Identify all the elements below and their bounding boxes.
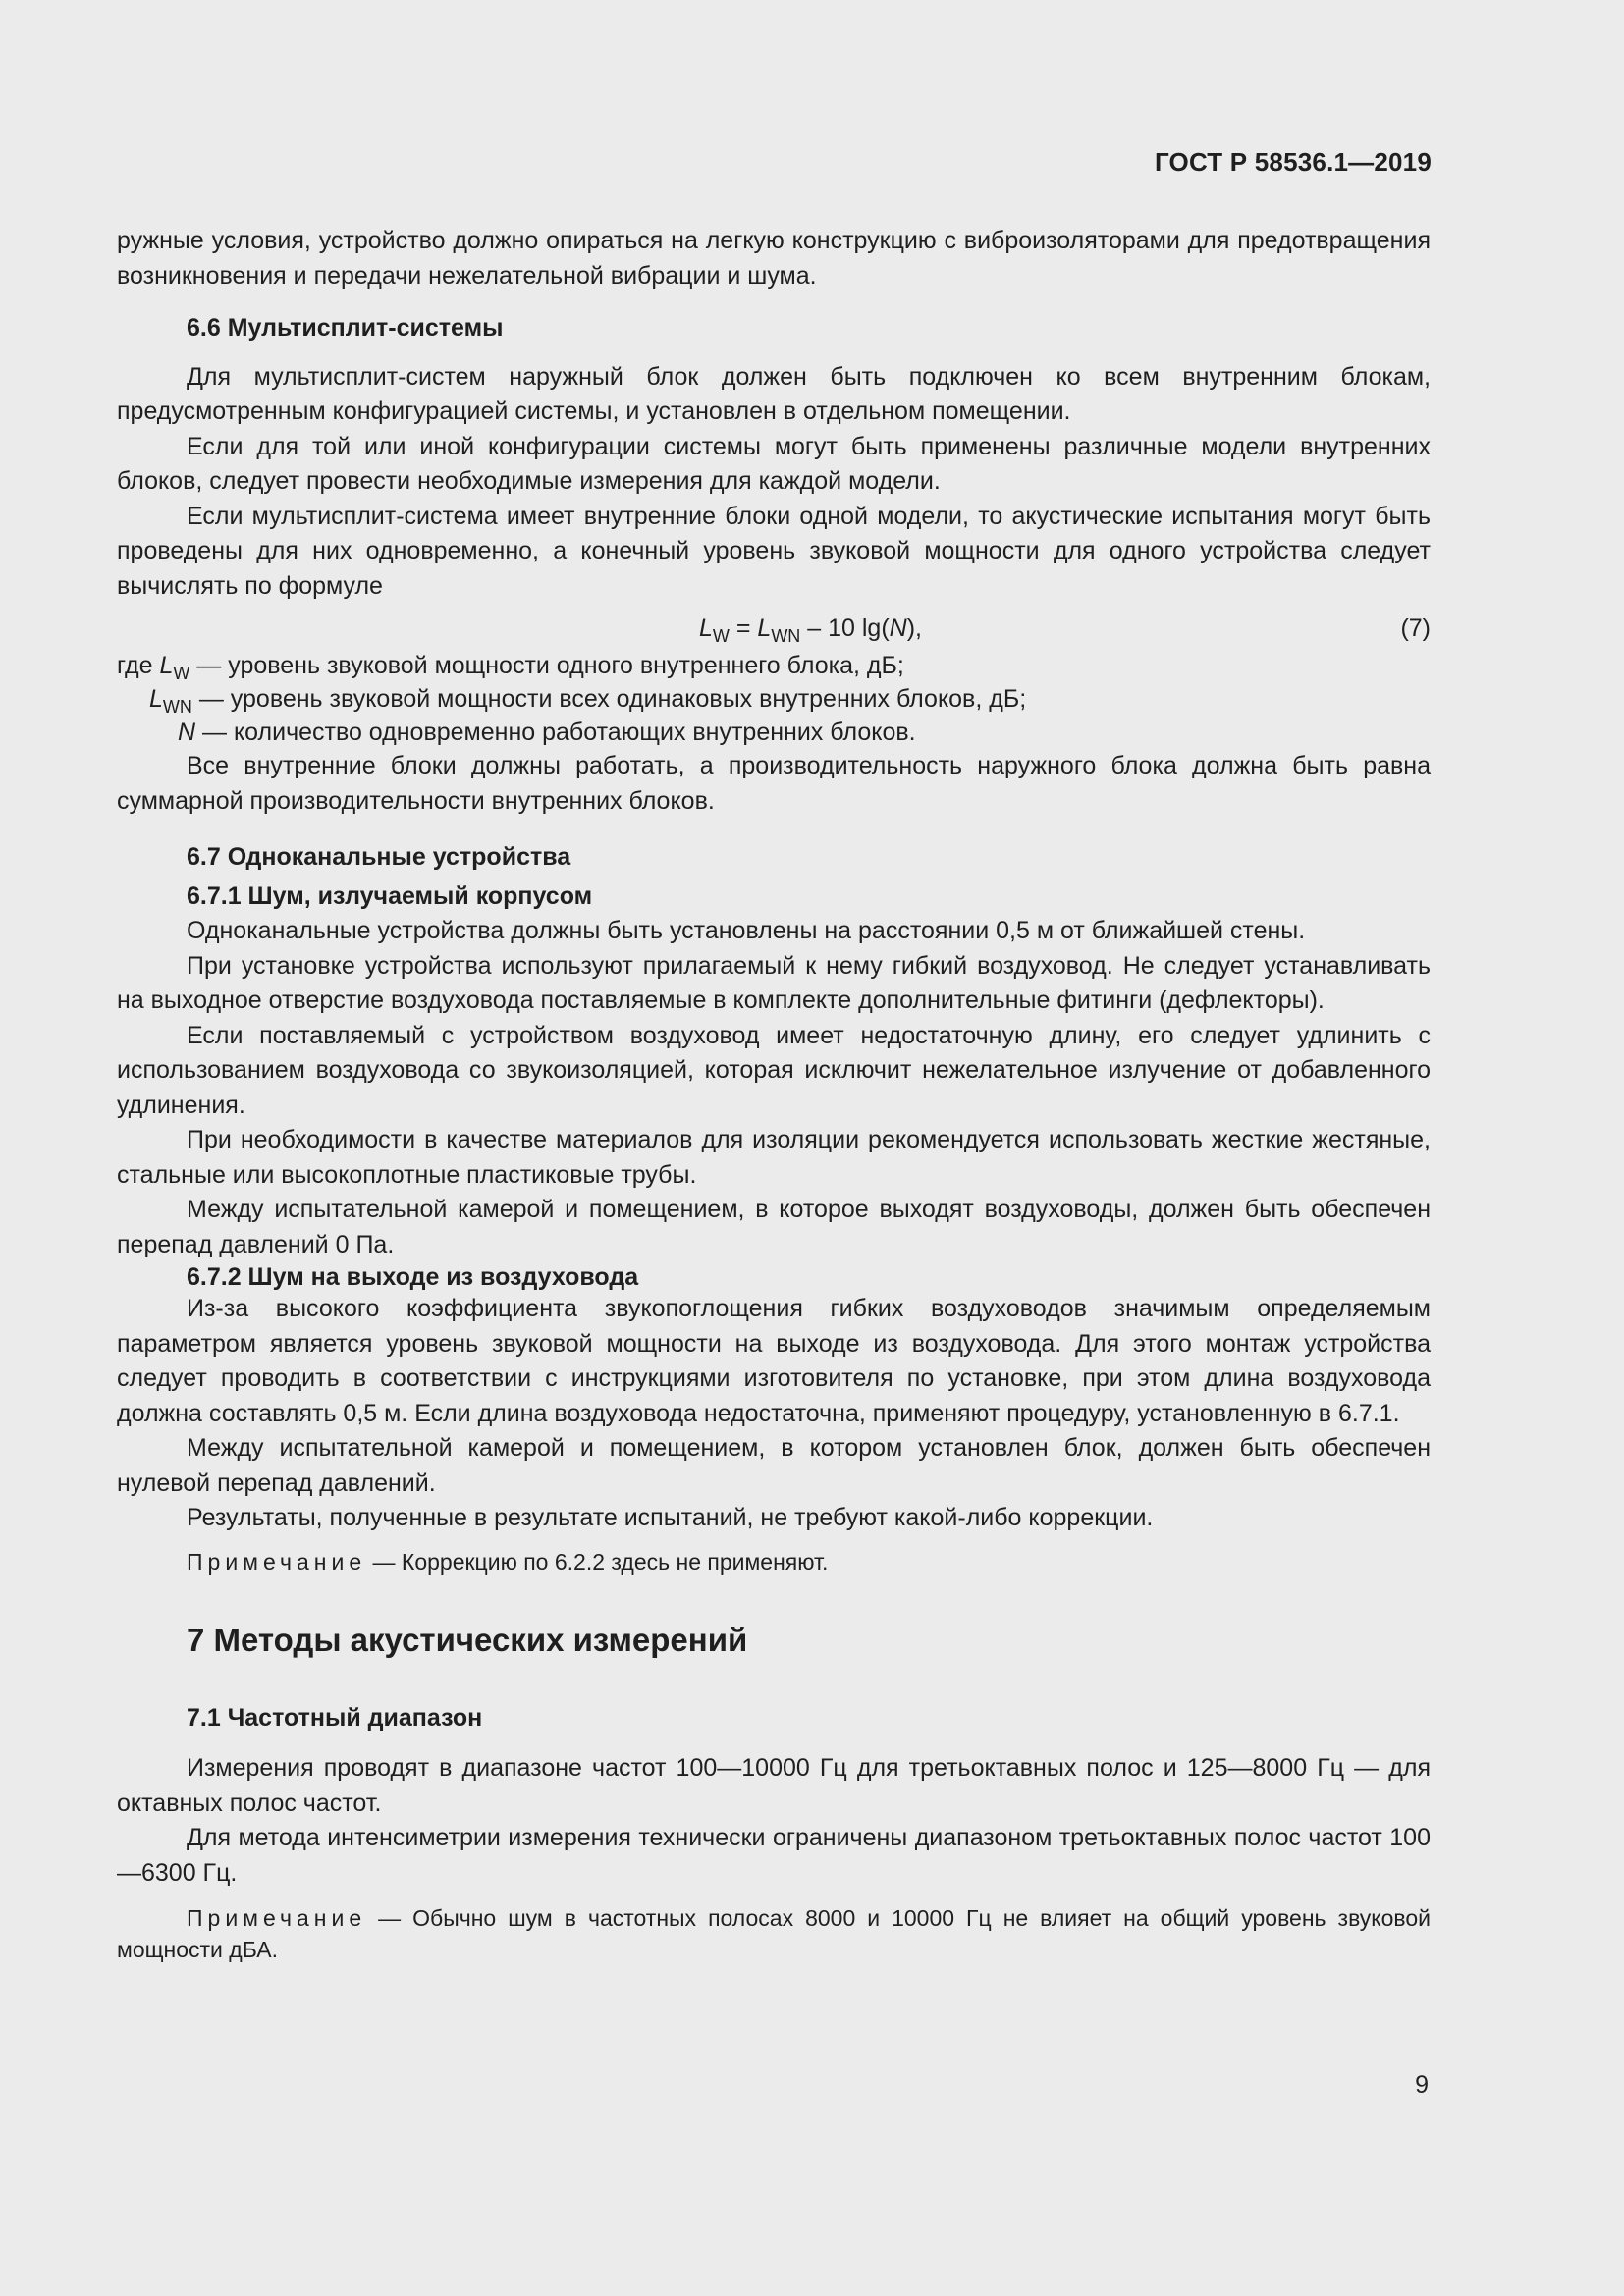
paragraph-7-1-2: Для метода интенсиметрии измерения технически ограничены диапазоном третьоктавных полос частот 100—6300 Гц.	[117, 1824, 1431, 1887]
where-line-3: N — количество одновременно работающих внутренних блоков.	[178, 719, 916, 746]
page-number: 9	[1415, 2071, 1429, 2099]
paragraph-6-7-2-1: Из-за высокого коэффициента звукопоглощения гибких воздуховодов значимым определяемым параметром является уровень звуковой мощности на выходе из воздуховода. Для этого монтаж устройства следует проводить в соответствии с инструкциями изготовителя по установке, при этом длина воздуховода должна составлять 0,5 м. Если длина воздуховода недостаточна, применяют процедуру, установленную в 6.7.1.	[117, 1295, 1431, 1427]
section-heading-7-1: 7.1 Частотный диапазон	[187, 1703, 483, 1732]
paragraph-6-6-3: Если мультисплит-система имеет внутренние блоки одной модели, то акустические испытания могут быть проведены для них одновременно, а конечный уровень звуковой мощности для одного устройства следует вычислять по формуле	[117, 502, 1431, 600]
paragraph-6-7-1-3: Если поставляемый с устройством воздуховод имеет недостаточную длину, его следует удлинить с использованием воздуховода со звукоизоляцией, которая исключит нежелательное излучение от добавленного удлинения.	[117, 1021, 1431, 1119]
note-label: Примечание	[187, 1905, 367, 1931]
paragraph-6-7-1-1: Одноканальные устройства должны быть установлены на расстоянии 0,5 м от ближайшей стены.	[187, 917, 1306, 944]
paragraph-6-7-2-3: Результаты, полученные в результате испытаний, не требуют какой-либо коррекции.	[187, 1504, 1154, 1531]
paragraph-6-7-1-5: Между испытательной камерой и помещением, в которое выходят воздуховоды, должен быть обеспечен перепад давлений 0 Па.	[117, 1196, 1431, 1258]
note-text: — Коррекцию по 6.2.2 здесь не применяют.	[366, 1548, 829, 1575]
formula-expression: $L_W = L_{WN} - 10$ lg(N),	[699, 614, 922, 646]
note-label: Примечание	[187, 1548, 367, 1575]
paragraph-6-6-4: Все внутренние блоки должны работать, а производительность наружного блока должна быть равна суммарной производительности внутренних блоков.	[117, 752, 1431, 815]
where-line-1: где $L_W$ — уровень звуковой мощности одного внутреннего блока, дБ;	[117, 652, 904, 683]
paragraph-6-7-1-4: При необходимости в качестве материалов для изоляции рекомендуется использовать жесткие жестяные, стальные или высокоплотные пластиковые трубы.	[117, 1126, 1431, 1189]
section-heading-6-6: 6.6 Мультисплит-системы	[187, 314, 504, 342]
section-heading-6-7: 6.7 Одноканальные устройства	[187, 843, 571, 871]
note-1	[117, 1546, 1431, 1577]
where-line-2: $L_{WN}$ — уровень звуковой мощности всех одинаковых внутренних блоков, дБ;	[149, 685, 1027, 717]
formula-number: (7)	[1400, 614, 1431, 642]
page-body	[117, 224, 1431, 1965]
subsection-heading-6-7-1: 6.7.1 Шум, излучаемый корпусом	[187, 881, 593, 910]
paragraph-7-1-1: Измерения проводят в диапазоне частот 100—10000 Гц для третьоктавных полос и 125—8000 Гц — для октавных полос частот.	[117, 1754, 1431, 1817]
paragraph-continued: ружные условия, устройство должно опираться на легкую конструкцию с виброизоляторами для предотвращения возникновения и передачи нежелательной вибрации и шума.	[117, 227, 1431, 290]
subsection-heading-6-7-2: 6.7.2 Шум на выходе из воздуховода	[187, 1263, 639, 1291]
formula-7	[117, 608, 1431, 649]
note-text: — Обычно шум в частотных полосах 8000 и 10000 Гц не влияет на общий уровень звуковой мощности дБА.	[117, 1905, 1431, 1962]
chapter-heading-7: 7 Методы акустических измерений	[187, 1621, 748, 1658]
paragraph-6-6-1: Для мультисплит-систем наружный блок должен быть подключен ко всем внутренним блокам, предусмотренным конфигурацией системы, и установлен в отдельном помещении.	[117, 362, 1431, 425]
document-id-header: ГОСТ Р 58536.1—2019	[1154, 147, 1432, 177]
paragraph-6-6-2: Если для той или иной конфигурации системы могут быть применены различные модели внутренних блоков, следует провести необходимые измерения для каждой модели.	[117, 432, 1431, 495]
paragraph-6-7-2-2: Между испытательной камерой и помещением, в котором установлен блок, должен быть обеспечен нулевой перепад давлений.	[117, 1434, 1431, 1497]
note-2	[117, 1902, 1431, 1965]
paragraph-6-7-1-2: При установке устройства используют прилагаемый к нему гибкий воздуховод. Не следует устанавливать на выходное отверстие воздуховода поставляемые в комплекте дополнительные фитинги (дефлекторы).	[117, 951, 1431, 1014]
